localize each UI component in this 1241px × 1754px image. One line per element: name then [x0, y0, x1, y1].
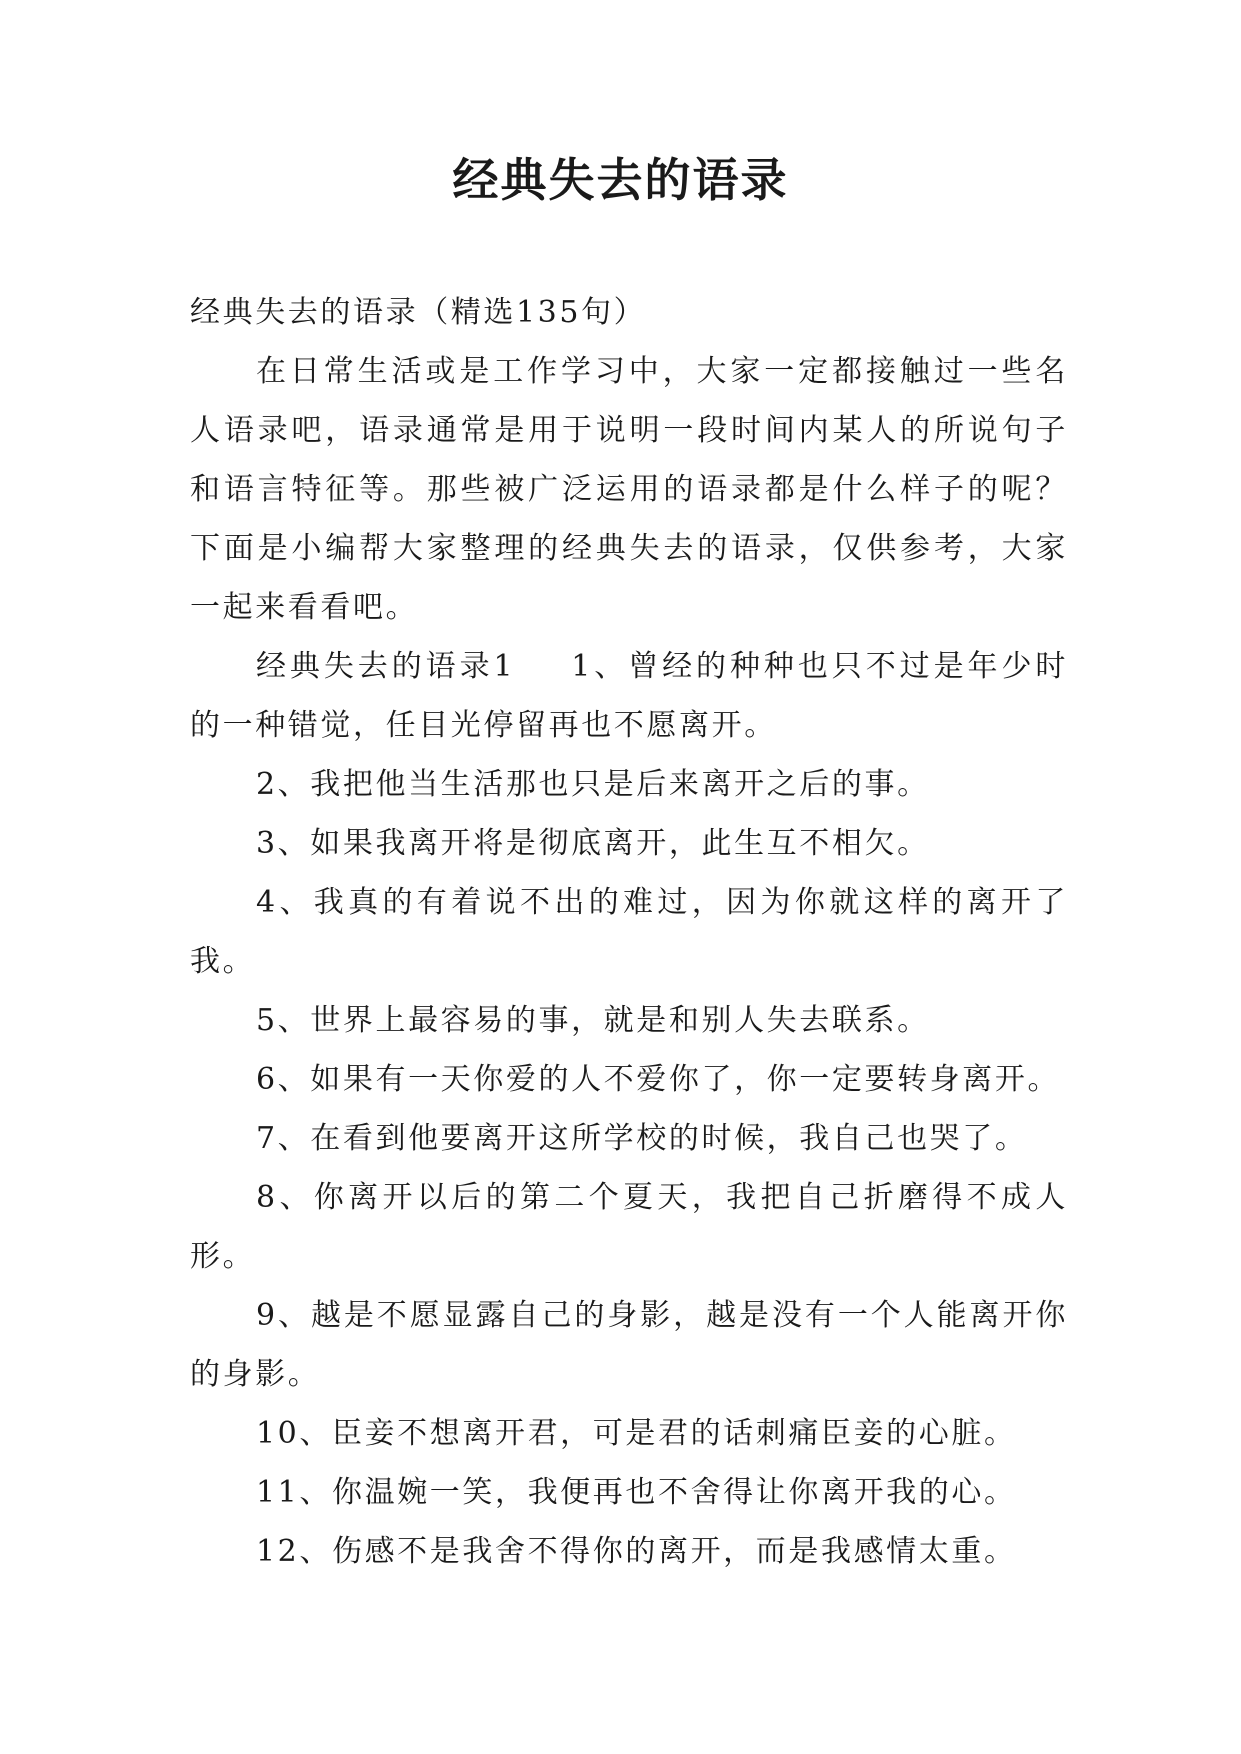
document-body	[190, 283, 1068, 1581]
section-first-paragraph	[190, 637, 1068, 755]
intro-paragraph: 在日常生活或是工作学习中，大家一定都接触过一些名人语录吧，语录通常是用于说明一段时间内某人的所说句子和语言特征等。那些被广泛运用的语录都是什么样子的呢？下面是小编帮大家整理的经典失去的语录，仅供参考，大家一起来看看吧。	[190, 354, 1068, 625]
quote-item: 12、伤感不是我舍不得你的离开，而是我感情太重。	[256, 1534, 1017, 1569]
quote-item: 11、你温婉一笑，我便再也不舍得让你离开我的心。	[256, 1475, 1017, 1510]
quote-item: 3、如果我离开将是彻底离开，此生互不相欠。	[256, 826, 930, 861]
quote-item: 7、在看到他要离开这所学校的时候，我自己也哭了。	[256, 1121, 1028, 1156]
quote-item: 10、臣妾不想离开君，可是君的话刺痛臣妾的心脏。	[256, 1416, 1017, 1451]
document-title: 经典失去的语录	[452, 153, 789, 207]
quote-item: 1、曾经的种种也只不过是年少时的一种错觉，任目光停留再也不愿离开。	[190, 649, 1068, 743]
document-subtitle: 经典失去的语录（精选135句）	[190, 295, 647, 330]
quote-item: 6、如果有一天你爱的人不爱你了，你一定要转身离开。	[256, 1062, 1061, 1097]
quote-item: 8、你离开以后的第二个夏天，我把自己折磨得不成人形。	[190, 1180, 1068, 1274]
quote-item: 9、越是不愿显露自己的身影，越是没有一个人能离开你的身影。	[190, 1298, 1068, 1392]
quote-item: 4、我真的有着说不出的难过，因为你就这样的离开了我。	[190, 885, 1068, 979]
section-heading: 经典失去的语录1	[256, 649, 516, 684]
quote-item: 5、世界上最容易的事，就是和别人失去联系。	[256, 1003, 930, 1038]
quote-item: 2、我把他当生活那也只是后来离开之后的事。	[256, 767, 930, 802]
